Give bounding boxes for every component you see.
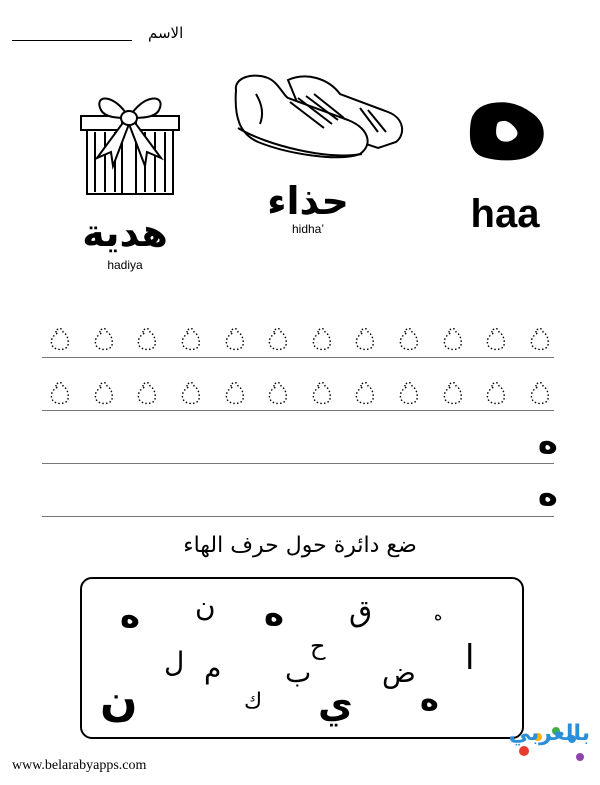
writing-line[interactable]	[42, 516, 554, 517]
writing-line[interactable]	[42, 463, 554, 464]
exercise-letter[interactable]: ي	[318, 682, 353, 726]
dotted-letter	[438, 320, 468, 354]
dotted-letter	[45, 374, 75, 408]
dotted-letter	[307, 320, 337, 354]
dotted-letter	[481, 374, 511, 408]
name-write-line[interactable]	[12, 40, 132, 41]
featured-letter: ه	[462, 18, 552, 192]
dotted-letter	[176, 374, 206, 408]
exercise-letter[interactable]: ض	[382, 656, 416, 689]
logo-text: بالعربي	[508, 721, 590, 746]
dotted-letter	[132, 374, 162, 408]
exercise-letter[interactable]: ه	[264, 594, 285, 634]
dotted-letter	[525, 320, 555, 354]
writing-line	[42, 357, 554, 358]
dotted-letter	[263, 374, 293, 408]
dotted-letter	[89, 320, 119, 354]
dotted-letter	[438, 374, 468, 408]
website-link[interactable]: www.belarabyapps.com	[12, 758, 147, 773]
exercise-letter[interactable]: ن	[195, 590, 216, 623]
dotted-letter	[220, 320, 250, 354]
shoes-word-arabic: حذاء	[267, 179, 349, 223]
exercise-letter[interactable]: ح	[310, 632, 326, 660]
dotted-letter	[481, 320, 511, 354]
dotted-letter	[263, 320, 293, 354]
exercise-letter[interactable]: ك	[244, 689, 263, 714]
dotted-letter	[307, 374, 337, 408]
dotted-letter	[350, 320, 380, 354]
letter-name: haa	[470, 192, 540, 236]
write-model-letter-1: ه	[537, 422, 558, 462]
exercise-letter[interactable]: ل	[164, 646, 185, 679]
shoes-word-latin: hidha’	[291, 222, 325, 236]
gift-word-arabic: هدية	[82, 211, 168, 255]
dotted-letter	[394, 320, 424, 354]
exercise-letter[interactable]: ه	[120, 596, 141, 636]
dotted-letter	[525, 374, 555, 408]
shoes-icon	[228, 68, 408, 172]
gift-word-latin: hadiya	[107, 258, 143, 272]
dotted-letter	[220, 374, 250, 408]
dotted-letter	[350, 374, 380, 408]
dotted-letter	[176, 320, 206, 354]
gift-icon	[75, 88, 185, 204]
name-label: الاسم	[148, 24, 184, 42]
exercise-letter[interactable]: ه	[434, 605, 443, 624]
dotted-letter	[45, 320, 75, 354]
exercise-letter[interactable]: ب	[285, 656, 312, 689]
dotted-letter	[89, 374, 119, 408]
trace-row-1	[45, 320, 555, 354]
letter-search-box	[80, 577, 524, 739]
writing-line	[42, 410, 554, 411]
trace-row-2	[45, 374, 555, 408]
dotted-letter	[394, 374, 424, 408]
brand-logo	[510, 717, 590, 777]
exercise-letter[interactable]: ه	[420, 680, 439, 718]
exercise-instruction: ضع دائرة حول حرف الهاء	[183, 533, 417, 558]
exercise-letter[interactable]: ق	[349, 594, 373, 629]
dotted-letter	[132, 320, 162, 354]
exercise-letter[interactable]: ن	[100, 675, 138, 726]
exercise-letter[interactable]: ا	[465, 638, 475, 678]
exercise-letter[interactable]: م	[204, 652, 222, 685]
write-model-letter-2: ه	[537, 474, 558, 514]
